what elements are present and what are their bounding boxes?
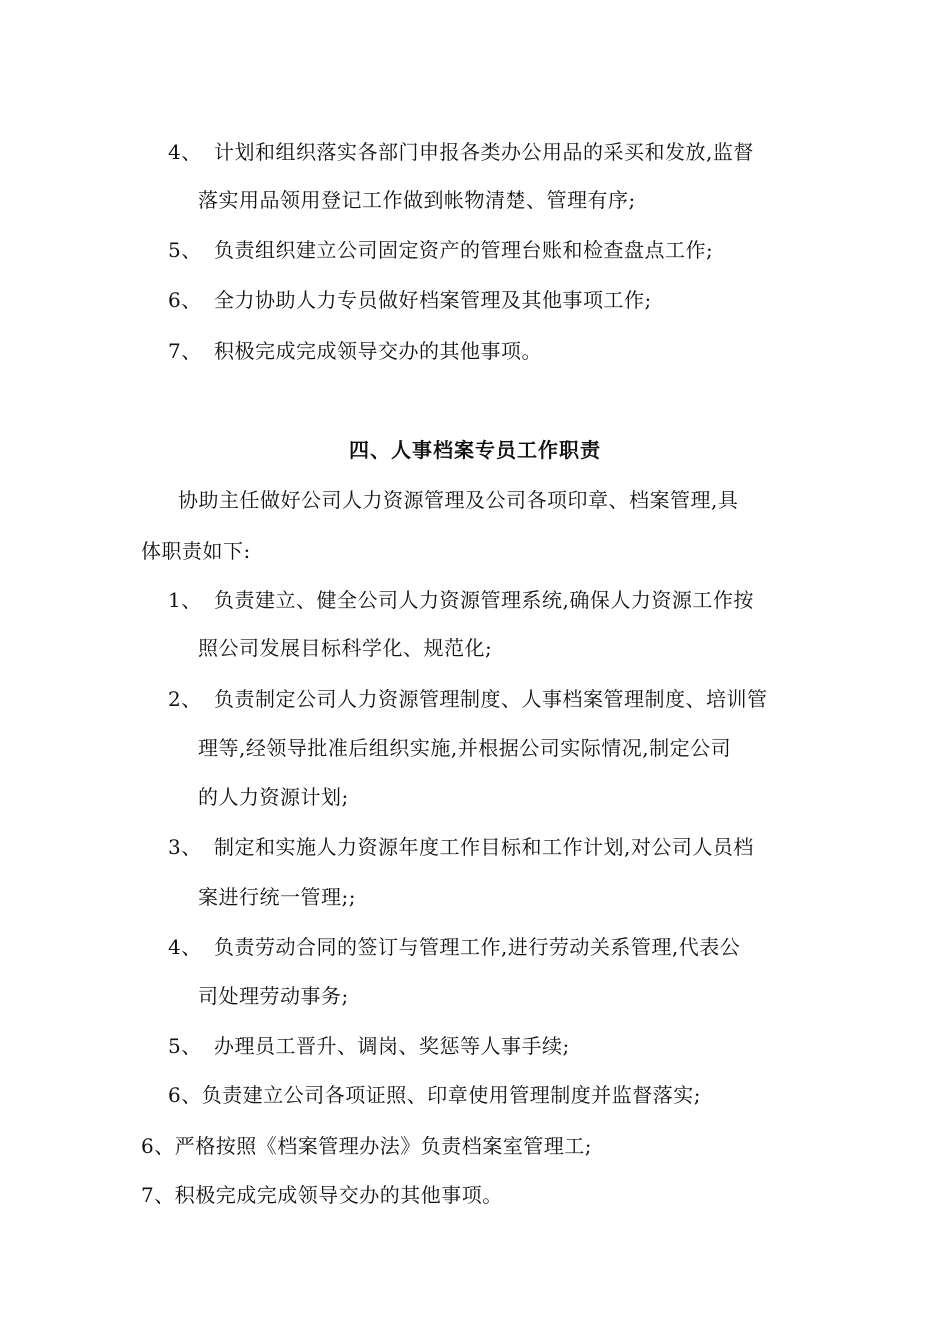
list-item-continuation: 落实用品领用登记工作做到帐物清楚、管理有序; (198, 188, 636, 212)
intro-paragraph-line: 协助主任做好公司人力资源管理及公司各项印章、档案管理,具 (178, 488, 739, 512)
list-item: 5、 办理员工晋升、调岗、奖惩等人事手续; (168, 1034, 570, 1058)
list-item: 4、 计划和组织落实各部门申报各类办公用品的采买和发放,监督 (168, 140, 754, 164)
list-item-continuation: 司处理劳动事务; (198, 984, 349, 1008)
list-item: 5、 负责组织建立公司固定资产的管理台账和检查盘点工作; (168, 238, 714, 262)
list-item: 7、积极完成完成领导交办的其他事项。 (141, 1183, 503, 1207)
list-item: 6、严格按照《档案管理办法》负责档案室管理工; (141, 1134, 592, 1158)
list-item: 1、 负责建立、健全公司人力资源管理系统,确保人力资源工作按 (168, 588, 754, 612)
list-item: 7、 积极完成完成领导交办的其他事项。 (168, 339, 542, 363)
list-item-continuation: 的人力资源计划; (198, 785, 349, 809)
list-item: 4、 负责劳动合同的签订与管理工作,进行劳动关系管理,代表公 (168, 935, 741, 959)
list-item: 6、负责建立公司各项证照、印章使用管理制度并监督落实; (168, 1083, 701, 1107)
list-item: 3、 制定和实施人力资源年度工作目标和工作计划,对公司人员档 (168, 835, 754, 859)
list-item: 2、 负责制定公司人力资源管理制度、人事档案管理制度、培训管 (168, 687, 768, 711)
list-item: 6、 全力协助人力专员做好档案管理及其他事项工作; (168, 288, 652, 312)
intro-paragraph-line: 体职责如下: (141, 539, 251, 563)
section-title: 四、人事档案专员工作职责 (349, 438, 601, 462)
list-item-continuation: 照公司发展目标科学化、规范化; (198, 636, 493, 660)
list-item-continuation: 案进行统一管理;; (198, 885, 356, 909)
list-item-continuation: 理等,经领导批准后组织实施,并根据公司实际情况,制定公司 (198, 736, 732, 760)
